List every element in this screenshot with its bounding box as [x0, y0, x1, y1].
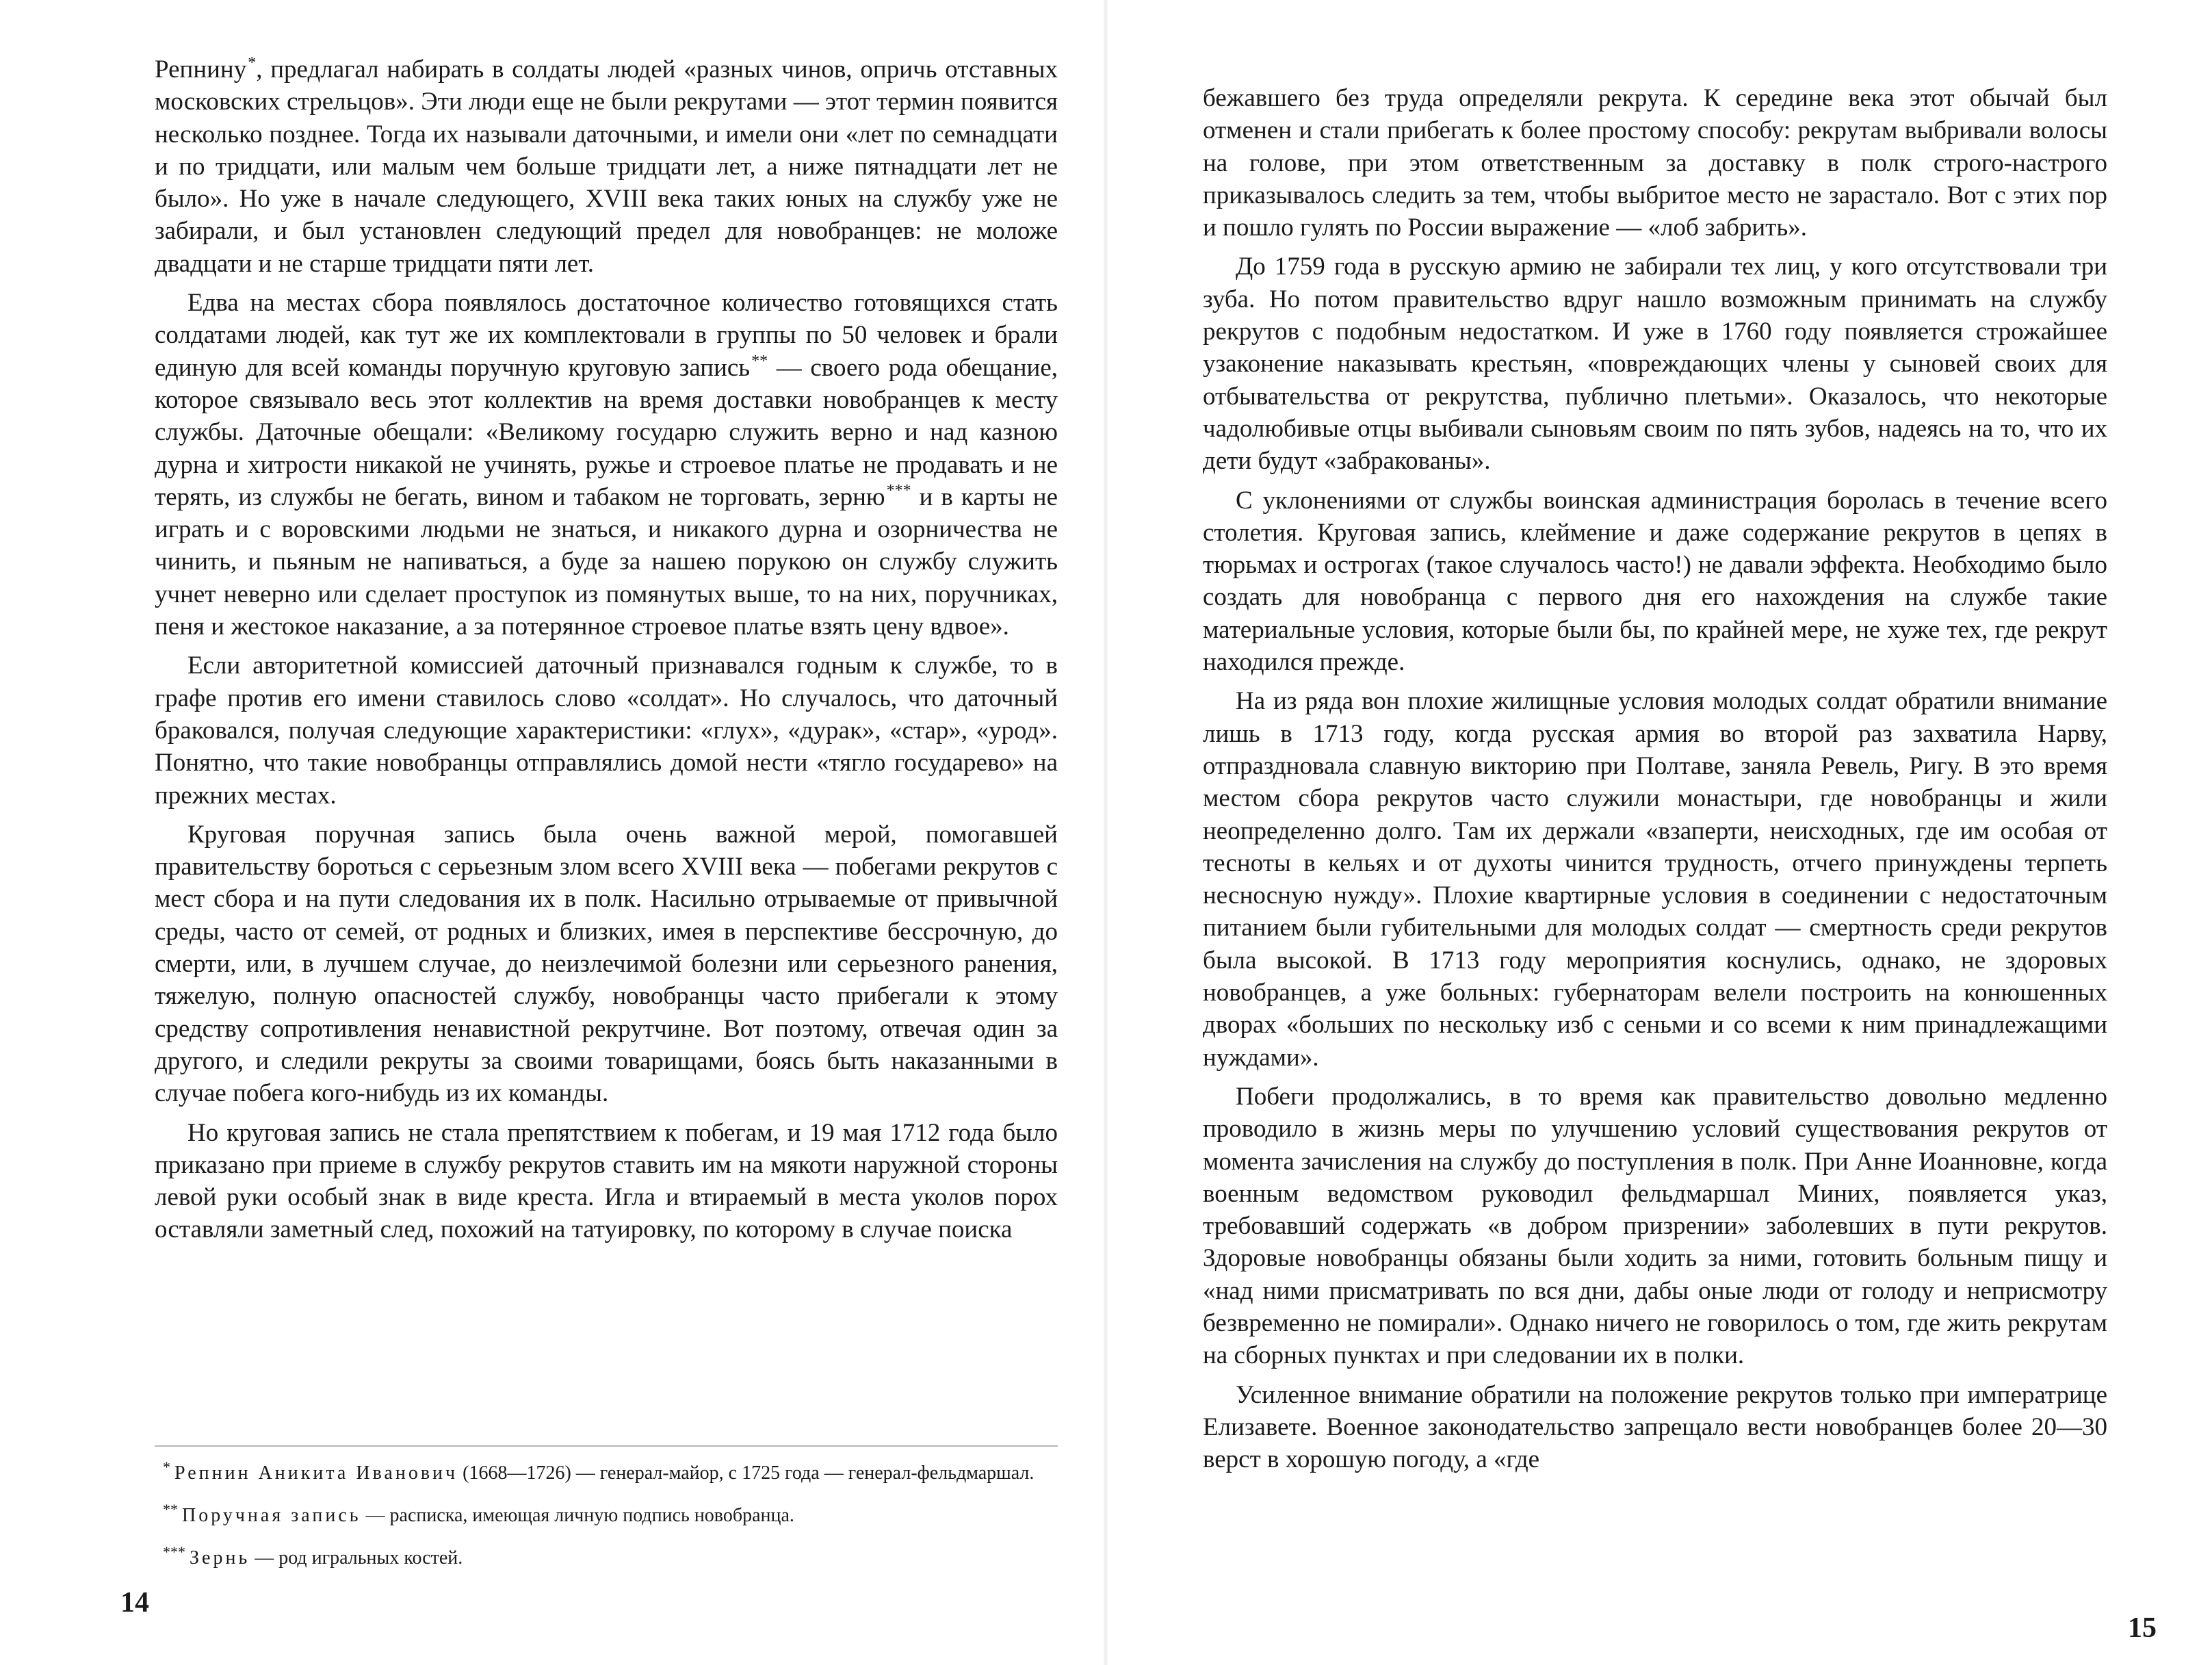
footnote [155, 1454, 1058, 1486]
paragraph: До 1759 года в русскую армию не забирали тех лиц, у кого отсутствовали три зуба. Но потом правительство вдруг нашло возможным принимать на службу рекрутов с подобным недостатком. И уже в 1760 году появляется строжайшее узаконение наказывать крестьян, «повреждающих члены у сыновей своих для отбывательства от рекрутства, публично плетьми». Оказалось, что некоторые чадолюбивые отцы выбивали сыновьям своим по пять зубов, надеясь на то, что их дети будут «забракованы». [1203, 253, 2107, 476]
footnote-ref[interactable]: *** [886, 481, 911, 500]
paragraph: Репнину*, предлагал набирать в солдаты людей «разных чинов, опричь отставных московских стрельцов». Эти люди еще не были рекрутами — этот термин появится несколько позднее. Тогда их называли даточными, и имели они «лет по семнадцати и по тридцати, или малым чем больше тридцати лет, а ниже пятнадцати лет не было». Но уже в начале следующего, XVIII века таких юных на службу уже не забирали, и был установлен следующий предел для новобранцев: не моложе двадцати и не старше тридцати пяти лет. [155, 54, 1058, 278]
footnote-mark: *** [163, 1543, 185, 1560]
paragraph: Но круговая запись не стала препятствием к побегам, и 19 мая 1712 года было приказано при приеме в службу рекрутов ставить им на мякоти наружной стороны левой руки особый знак в виде креста. Игла и втираемый в места уколов порох оставляли заметный след, похожий на татуировку, по которому в случае поиска [155, 1118, 1058, 1244]
right-page [1106, 0, 2212, 1665]
footnote-term: Репнин Аникита Иванович [174, 1462, 458, 1484]
page-number: 14 [120, 1587, 149, 1618]
footnote-divider [155, 1445, 1058, 1447]
footnote [155, 1538, 1058, 1571]
right-text-column [1203, 82, 2107, 1475]
paragraph: Едва на местах сбора появлялось достаточное количество готовящихся стать солдатами людей, как тут же их комплектовали в группы по 50 человек и брали единую для всей команды поручную круговую запись** — своего рода обещание, которое связывало весь этот коллектив на время доставки новобранцев к месту службы. Даточные обещали: «Великому государю служить верно и над казною дурна и хитрости никакой не учинять, ружье и строевое платье не продавать и не терять, из службы не бегать, вином и табаком не торговать, зерню*** и в карты не играть и с воровскими людьми не знаться, и никакого дурна и озорничества не чинить, и пьяным не напиваться, а буде за нашею порукою он службу служить учнет неверно или сделает проступок из помянутых выше, то на них, поручниках, пеня и жестокое наказание, а за потерянное строевое платье взять цену вдвое». [155, 289, 1058, 641]
paragraph: Если авторитетной комиссией даточный признавался годным к службе, то в графе против его имени ставилось слово «солдат». Но случалось, что даточный браковался, получая следующие характеристики: «глух», «дурак», «стар», «урод». Понятно, что такие новобранцы отправлялись домой нести «тягло государево» на прежних местах. [155, 651, 1058, 810]
paragraph: Круговая поручная запись была очень важной мерой, помогавшей правительству бороться с серьезным злом всего XVIII века — побегами рекрутов с мест сбора и на пути следования их в полк. Насильно отрываемые от привычной среды, часто от семей, от родных и близких, имея в перспективе бессрочную, до смерти, или, в лучшем случае, до неизлечимой болезни или серьезного ранения, тяжелую, полную опасностей службу, новобранцы часто прибегали к этому средству сопротивления ненавистной рекрутчине. Вот поэтому, отвечая один за другого, и следили рекруты за своими товарищами, боясь быть наказанными в случае побега кого-нибудь из их команды. [155, 820, 1058, 1108]
paragraph: Побеги продолжались, в то время как правительство довольно медленно проводило в жизнь меры по улучшению условий существования рекрутов от момента зачисления на службу до поступления в полк. При Анне Иоанновне, когда военным ведомством руководил фельдмаршал Миних, появляется указ, требовавший содержать «в добром призрении» заболевших в пути рекрутов. Здоровые новобранцы обязаны были ходить за ними, готовить больным пищу и «над ними присматривать по вся дни, дабы оные люди от голоду и неприсмотру безвременно не помирали». Однако ничего не говорилось о том, где жить рекрутам на сборных пунктах и при следовании их в полки. [1203, 1082, 2107, 1370]
footnotes [155, 1454, 1058, 1571]
footnote-term: Зернь [190, 1547, 250, 1569]
paragraph: Усиленное внимание обратили на положение рекрутов только при императрице Елизавете. Военное законодательство запрещало вести новобранцев более 20—30 верст в хорошую погоду, а «где [1203, 1380, 2107, 1474]
footnote-ref[interactable]: ** [751, 352, 768, 370]
footnote-term: Поручная запись [182, 1505, 361, 1526]
paragraph: На из ряда вон плохие жилищные условия молодых солдат обратили внимание лишь в 1713 году, когда русская армия во второй раз захватила Нарву, отпраздновала славную викторию при Полтаве, заняла Ревель, Ригу. В это время местом сбора рекрутов часто служили монастыри, где новобранцы и жили неопределенно долго. Там их держали «взаперти, неисходных, где им особая от тесноты в кельях и от духоты чинится трудность, отчего принуждены терпеть несносную нужду». Плохие квартирные условия в соединении с недостаточным питанием были губительными для молодых солдат — смертность среди рекрутов была высокой. В 1713 году мероприятия коснулись, однако, не здоровых новобранцев, а уже больных: губернаторам велели построить на конюшенных дворах «больших по нескольку изб с сеньми и со всеми к ним принадлежащими нуждами». [1203, 687, 2107, 1072]
footnote-text: — расписка, имеющая личную подпись новобранца. [361, 1505, 794, 1526]
footnote-mark: * [163, 1458, 170, 1475]
footnote [155, 1496, 1058, 1529]
page-number: 15 [2128, 1612, 2157, 1644]
footnote-mark: ** [163, 1501, 178, 1518]
paragraph: бежавшего без труда определяли рекрута. К середине века этот обычай был отменен и стали прибегать к более простому способу: рекрутам выбривали волосы на голове, при этом ответственным за доставку в полк строго-настрого приказывалось следить за тем, чтобы выбритое место не зарастало. Вот с этих пор и пошло гулять по России выражение — «лоб забрить». [1203, 84, 2107, 242]
footnote-ref[interactable]: * [248, 54, 257, 72]
footnote-text: (1668—1726) — генерал-майор, с 1725 года — генерал-фельдмаршал. [458, 1462, 1035, 1484]
footnote-text: — род игральных костей. [250, 1547, 463, 1569]
left-text-column [155, 53, 1058, 1246]
paragraph: С уклонениями от службы воинская администрация боролась в течение всего столетия. Круговая запись, клеймение и даже содержание рекрутов в цепях в тюрьмах и острогах (такое случалось часто!) не давали эффекта. Необходимо было создать для новобранца с первого дня его нахождения на службе такие материальные условия, которые были бы, по крайней мере, не хуже тех, где рекрут находился прежде. [1203, 486, 2107, 677]
